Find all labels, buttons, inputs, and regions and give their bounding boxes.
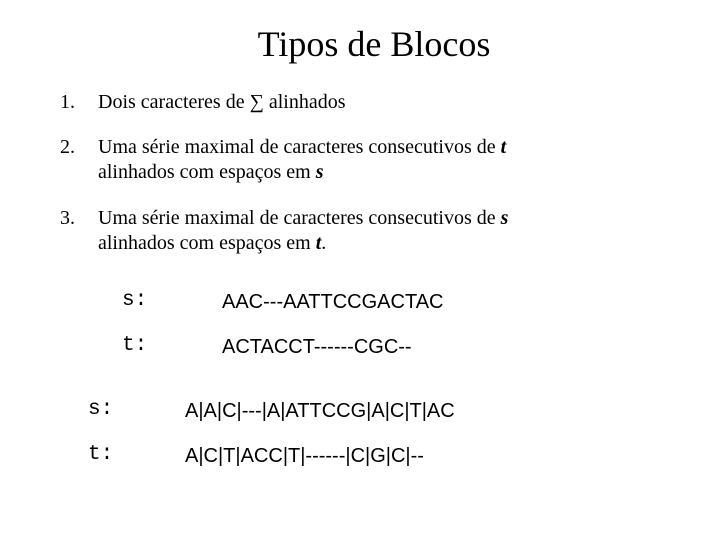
blocks-t-label: t: — [88, 443, 114, 466]
blocks-s-label: s: — [88, 398, 114, 421]
item-number: 3. — [60, 207, 75, 229]
item-text-part: alinhados com espaços em — [98, 161, 316, 183]
list-item-2 — [60, 135, 700, 185]
item-text — [98, 90, 700, 115]
item-text-line-1 — [98, 135, 700, 160]
item-text-part: . — [321, 232, 327, 254]
alignment-s-label: s: — [122, 289, 148, 312]
item-text-part: Uma série maximal de caracteres consecutivos de — [98, 207, 501, 229]
item-text-part: Uma série maximal de caracteres consecutivos de — [98, 136, 501, 158]
blocks-s-sequence: A|A|C|---|A|ATTCCG|A|C|T|AC — [185, 400, 455, 422]
item-number: 1. — [60, 91, 75, 113]
variable-t: t — [500, 136, 507, 158]
variable-s: s — [315, 161, 324, 183]
variable-t: t — [315, 232, 322, 254]
item-number: 2. — [60, 136, 75, 158]
item-text-part: Dois caracteres de — [98, 91, 250, 113]
list-item-3 — [60, 206, 700, 256]
item-text-part: alinhados — [263, 91, 346, 113]
blocks-t-sequence: A|C|T|ACC|T|------|C|G|C|-- — [185, 445, 424, 467]
item-text-line-2 — [98, 231, 700, 256]
alignment-s-sequence: AAC---AATTCCGACTAC — [222, 291, 444, 313]
item-text-part: alinhados com espaços em — [98, 232, 316, 254]
list-item-1 — [60, 90, 700, 115]
item-text-line-2 — [98, 160, 700, 185]
item-text-line-1 — [98, 206, 700, 231]
sigma-symbol: ∑ — [249, 91, 264, 113]
variable-s: s — [500, 207, 509, 229]
slide-title: Tipos de Blocos — [257, 24, 491, 64]
alignment-t-sequence: ACTACCT------CGC-- — [222, 336, 412, 358]
alignment-t-label: t: — [122, 334, 148, 357]
